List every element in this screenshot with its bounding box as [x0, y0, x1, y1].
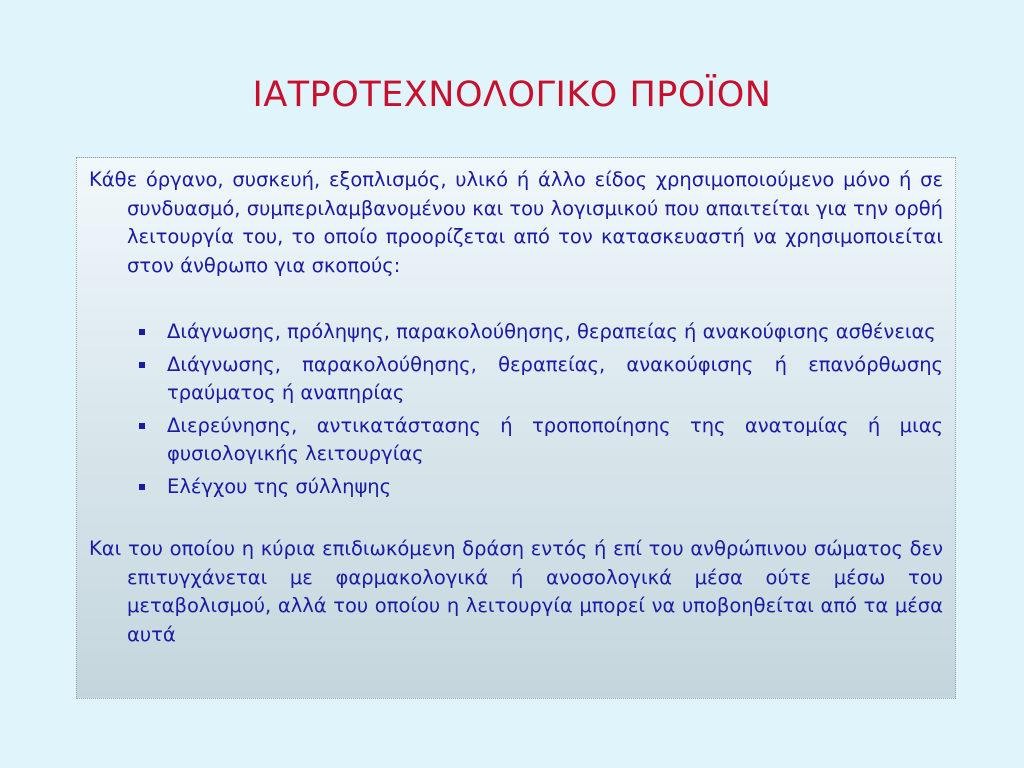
list-item-text: Διάγνωσης, παρακολούθησης, θεραπείας, ανακούφισης ή επανόρθωσης τραύματος ή αναπηρίας [167, 352, 943, 404]
square-bullet-icon [139, 484, 145, 490]
list-item [137, 412, 943, 469]
list-item-text: Ελέγχου της σύλληψης [167, 474, 392, 498]
purpose-list [89, 318, 943, 501]
list-item [137, 318, 943, 347]
list-item [137, 473, 943, 502]
square-bullet-icon [139, 329, 145, 335]
square-bullet-icon [139, 423, 145, 429]
closing-paragraph: Και του οποίου η κύρια επιδιωκόμενη δράση εντός ή επί του ανθρώπινου σώματος δεν επιτυγχάνεται με φαρμακολογικά ή ανοσολογικά μέσα ούτε μέσω του μεταβολισμού, αλλά του οποίου η λειτουργία μπορεί να υποβοηθείται από τα μέσα αυτά [89, 537, 943, 646]
list-item-text: Διερεύνησης, αντικατάστασης ή τροποποίησης της ανατομίας ή μιας φυσιολογικής λειτουργίας [167, 413, 943, 465]
slide-title: ΙΑΤΡΟΤΕΧΝΟΛΟΓΙΚΟ ΠΡΟΪΟΝ [252, 75, 772, 115]
intro-paragraph: Κάθε όργανο, συσκευή, εξοπλισμός, υλικό ή άλλο είδος χρησιμοποιούμενο μόνο ή σε συνδυασμό, συμπεριλαμβανομένου και του λογισμικού που απαιτείται για την ορθή λειτουργία του, το οποίο προορίζεται από τον κατασκευαστή να χρησιμοποιείται στον άνθρωπο για σκοπούς: [89, 168, 943, 277]
square-bullet-icon [139, 362, 145, 368]
list-item [137, 351, 943, 408]
list-item-text: Διάγνωσης, πρόληψης, παρακολούθησης, θεραπείας ή ανακούφισης ασθένειας [167, 320, 936, 343]
definition-box [76, 157, 956, 699]
